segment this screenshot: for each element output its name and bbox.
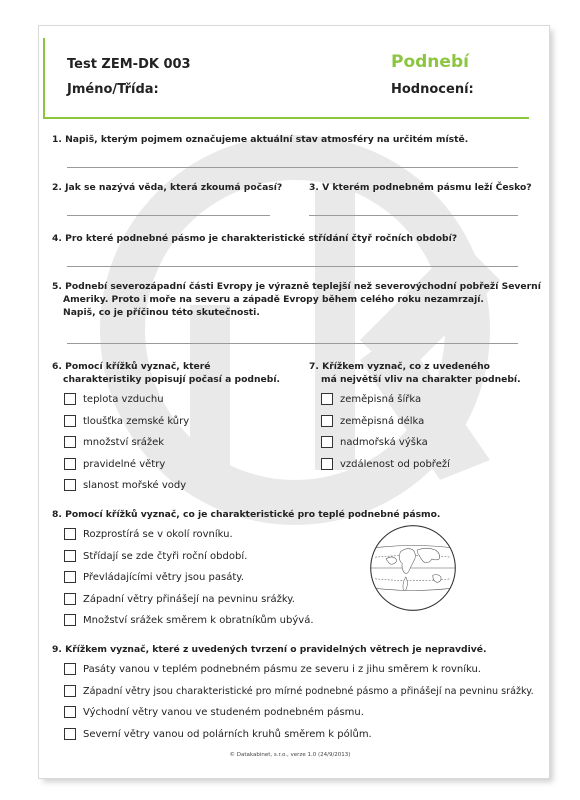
checkbox[interactable] (321, 436, 333, 448)
q8-option-3[interactable]: Převládajícími větry jsou pasáty. (64, 571, 244, 583)
checkbox[interactable] (64, 550, 76, 562)
checkbox[interactable] (64, 728, 76, 740)
q8-option-1[interactable]: Rozprostírá se v okolí rovníku. (64, 528, 233, 540)
q7-option-3[interactable]: nadmořská výška (321, 436, 428, 448)
checkbox[interactable] (64, 415, 76, 427)
q7-option-4[interactable]: vzdálenost od pobřeží (321, 458, 450, 470)
checkbox[interactable] (64, 614, 76, 626)
checkbox[interactable] (64, 571, 76, 583)
question-8: 8. Pomocí křížků vyznač, co je charakteristické pro teplé podnebné pásmo. (52, 509, 441, 520)
question-5-line-3: Napiš, co je příčinou této skutečnosti. (63, 307, 260, 318)
test-id: Test ZEM-DK 003 (67, 57, 191, 72)
q6-option-5[interactable]: slanost mořské vody (64, 479, 186, 491)
topic-title: Podnebí (391, 52, 469, 72)
score-label: Hodnocení: (391, 82, 474, 97)
q8-option-2[interactable]: Střídají se zde čtyři roční období. (64, 550, 247, 562)
q6-option-1[interactable]: teplota vzduchu (64, 393, 164, 405)
q8-option-4[interactable]: Západní větry přinášejí na pevninu srážky. (64, 593, 295, 605)
q9-option-3[interactable]: Východní větry vanou ve studeném podnebném pásmu. (64, 706, 364, 718)
header-accent-vertical (43, 38, 45, 118)
answer-line-5[interactable] (67, 343, 518, 344)
question-7-line-1: 7. Křížkem vyznač, co z uvedeného (309, 361, 490, 372)
checkbox[interactable] (64, 685, 76, 697)
q7-option-2[interactable]: zeměpisná délka (321, 415, 424, 427)
question-2: 2. Jak se nazývá věda, která zkoumá počasí? (52, 182, 283, 193)
q6-option-4[interactable]: pravidelné větry (64, 458, 165, 470)
question-5-line-2: Ameriky. Proto i moře na severu a západě Evropy během celého roku nezamrzají. (63, 294, 484, 305)
q9-option-4[interactable]: Severní větry vanou od polárních kruhů směrem k pólům. (64, 728, 372, 740)
q6-option-3[interactable]: množství srážek (64, 436, 164, 448)
q8-option-5[interactable]: Množství srážek směrem k obratníkům ubývá. (64, 614, 314, 626)
footer-copyright: © Datakabinet, s.r.o., verze 1.0 (24/9/2013) (229, 752, 351, 758)
q9-option-2[interactable]: Západní větry jsou charakteristické pro mírné podnebné pásmo a přinášejí na pevninu srážky. (64, 685, 534, 697)
checkbox[interactable] (321, 393, 333, 405)
checkbox[interactable] (321, 415, 333, 427)
answer-line-1[interactable] (67, 167, 518, 168)
q9-option-1[interactable]: Pasáty vanou v teplém podnebném pásmu ze severu i z jihu směrem k rovníku. (64, 663, 481, 675)
question-6-line-1: 6. Pomocí křížků vyznač, které (52, 361, 211, 372)
q7-option-1[interactable]: zeměpisná šířka (321, 393, 421, 405)
question-4: 4. Pro které podnebné pásmo je charakteristické střídání čtyř ročních období? (52, 233, 458, 244)
checkbox[interactable] (64, 458, 76, 470)
checkbox[interactable] (321, 458, 333, 470)
checkbox[interactable] (64, 593, 76, 605)
question-3: 3. V kterém podnebném pásmu leží Česko? (309, 182, 532, 193)
header-accent-rule (43, 117, 529, 119)
checkbox[interactable] (64, 663, 76, 675)
question-7-line-2: má největší vliv na charakter podnebí. (321, 374, 521, 385)
checkbox[interactable] (64, 393, 76, 405)
globe-illustration (368, 523, 458, 613)
q6-option-2[interactable]: tloušťka zemské kůry (64, 415, 189, 427)
answer-line-2[interactable] (67, 215, 270, 216)
answer-line-3[interactable] (309, 215, 518, 216)
question-6-line-2: charakteristiky popisují počasí a podnebí. (63, 374, 280, 385)
checkbox[interactable] (64, 479, 76, 491)
question-1: 1. Napiš, kterým pojmem označujeme aktuální stav atmosféry na určitém místě. (52, 134, 469, 145)
answer-line-4[interactable] (67, 266, 518, 267)
checkbox[interactable] (64, 528, 76, 540)
checkbox[interactable] (64, 436, 76, 448)
name-class-label: Jméno/Třída: (67, 82, 159, 97)
question-5-line-1: 5. Podnebí severozápadní části Evropy je výrazně teplejší než severovýchodní pobřeží Severní (52, 281, 541, 292)
checkbox[interactable] (64, 706, 76, 718)
question-9: 9. Křížkem vyznač, které z uvedených tvrzení o pravidelných větrech je nepravdivé. (52, 644, 487, 655)
